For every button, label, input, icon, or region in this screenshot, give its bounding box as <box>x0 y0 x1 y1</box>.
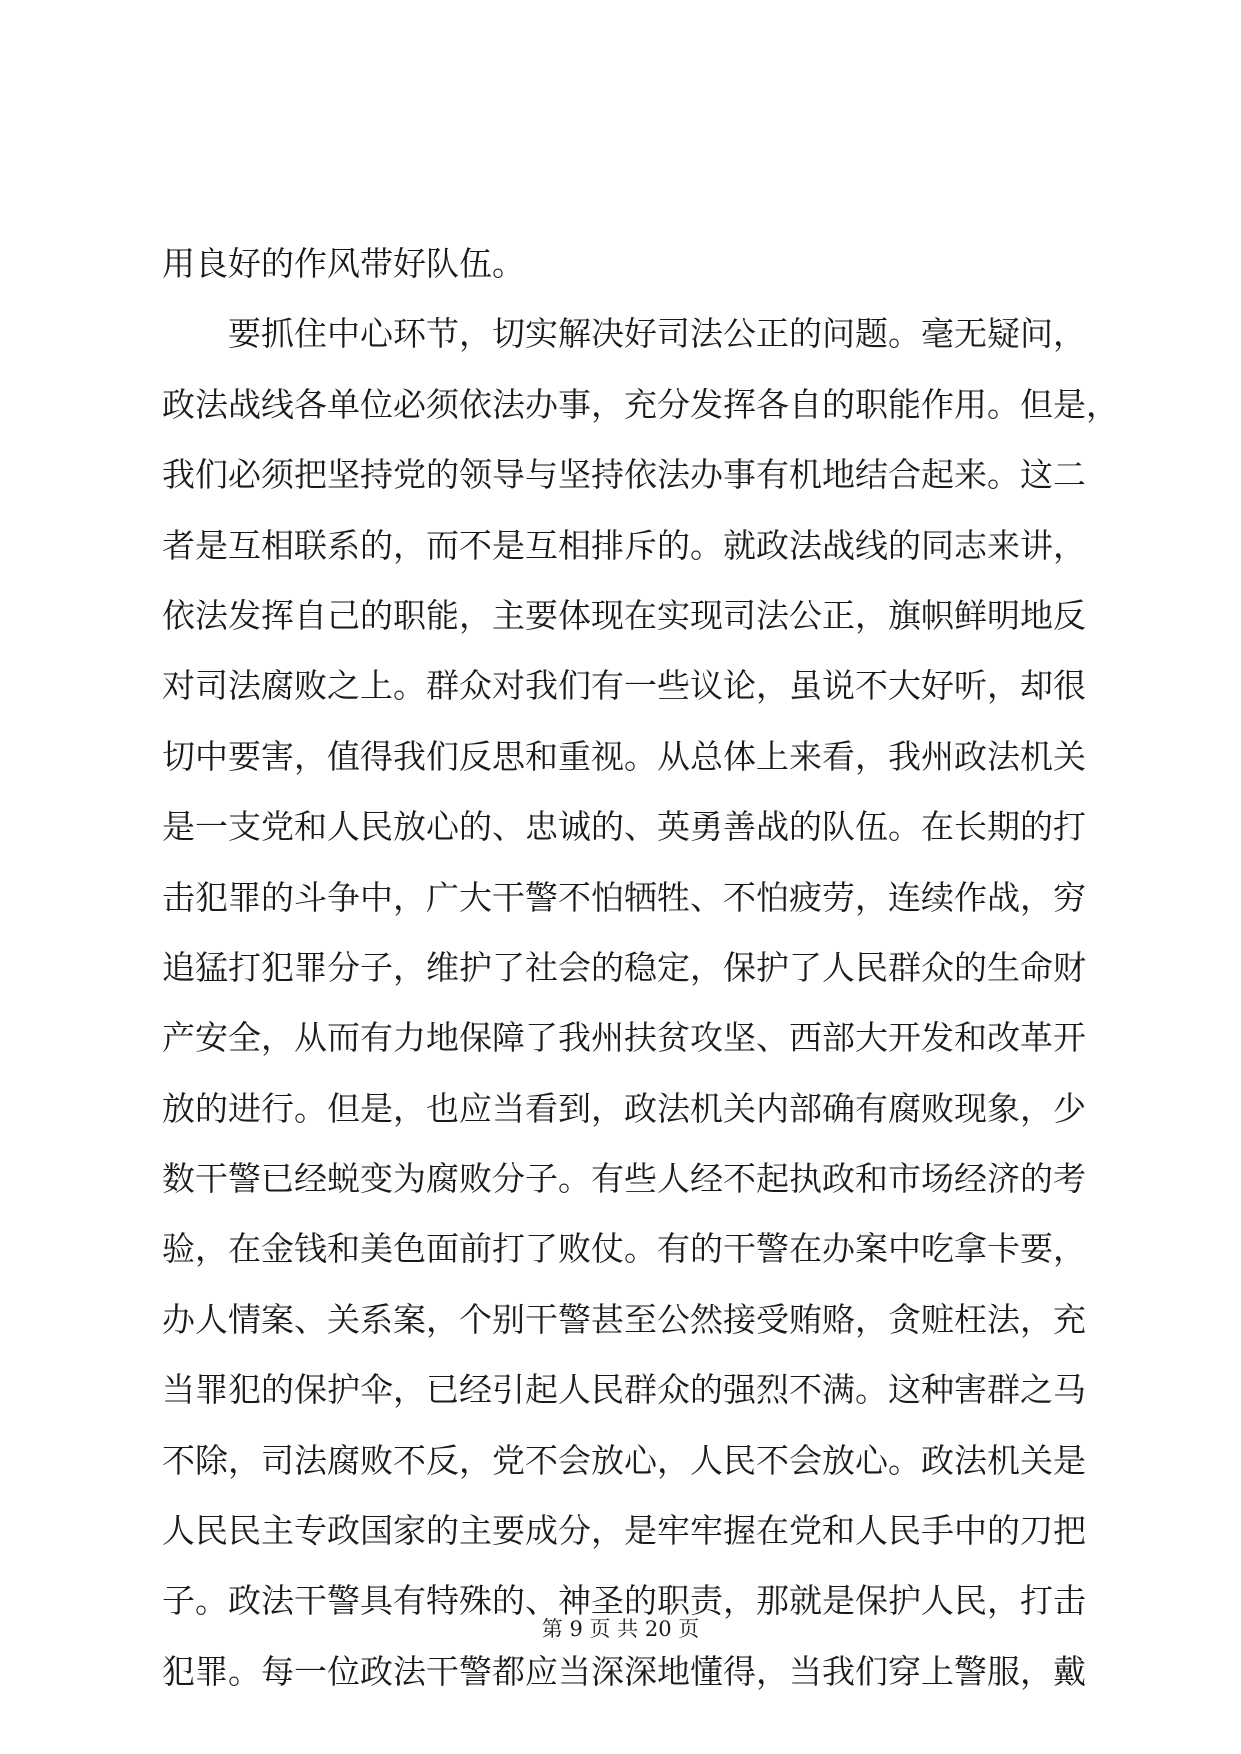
body-line: 者是互相联系的，而不是互相排斥的。就政法战线的同志来讲， <box>162 525 1086 565</box>
body-line: 办人情案、关系案，个别干警甚至公然接受贿赂，贪赃枉法，充 <box>162 1299 1086 1339</box>
body-text <box>162 229 1119 1707</box>
page-footer <box>0 1613 1241 1643</box>
body-line: 追猛打犯罪分子，维护了社会的稳定，保护了人民群众的生命财 <box>162 947 1086 987</box>
body-line: 犯罪。每一位政法干警都应当深深地懂得，当我们穿上警服，戴 <box>162 1651 1086 1691</box>
body-line: 政法战线各单位必须依法办事，充分发挥各自的职能作用。但是， <box>162 384 1119 424</box>
body-line: 数干警已经蜕变为腐败分子。有些人经不起执政和市场经济的考 <box>162 1159 1086 1199</box>
body-line: 依法发挥自己的职能，主要体现在实现司法公正，旗帜鲜明地反 <box>162 595 1086 635</box>
body-line: 人民民主专政国家的主要成分，是牢牢握在党和人民手中的刀把 <box>162 1511 1086 1551</box>
body-line: 是一支党和人民放心的、忠诚的、英勇善战的队伍。在长期的打 <box>162 807 1086 847</box>
body-line: 放的进行。但是，也应当看到，政法机关内部确有腐败现象，少 <box>162 1088 1086 1128</box>
body-line: 当罪犯的保护伞，已经引起人民群众的强烈不满。这种害群之马 <box>162 1370 1086 1410</box>
body-line: 子。政法干警具有特殊的、神圣的职责，那就是保护人民，打击 <box>162 1581 1086 1621</box>
body-line: 不除，司法腐败不反，党不会放心，人民不会放心。政法机关是 <box>162 1440 1086 1480</box>
body-line: 我们必须把坚持党的领导与坚持依法办事有机地结合起来。这二 <box>162 455 1086 495</box>
body-line: 对司法腐败之上。群众对我们有一些议论，虽说不大好听，却很 <box>162 666 1086 706</box>
body-line: 用良好的作风带好队伍。 <box>162 244 525 283</box>
body-line: 切中要害，值得我们反思和重视。从总体上来看，我州政法机关 <box>162 736 1086 776</box>
body-line: 产安全，从而有力地保障了我州扶贫攻坚、西部大开发和改革开 <box>162 1018 1086 1058</box>
body-line: 要抓住中心环节，切实解决好司法公正的问题。毫无疑问， <box>228 314 1086 354</box>
body-line: 验，在金钱和美色面前打了败仗。有的干警在办案中吃拿卡要， <box>162 1229 1086 1269</box>
page-number: 第 9 页 共 20 页 <box>541 1617 700 1641</box>
body-line: 击犯罪的斗争中，广大干警不怕牺牲、不怕疲劳，连续作战，穷 <box>162 877 1086 917</box>
